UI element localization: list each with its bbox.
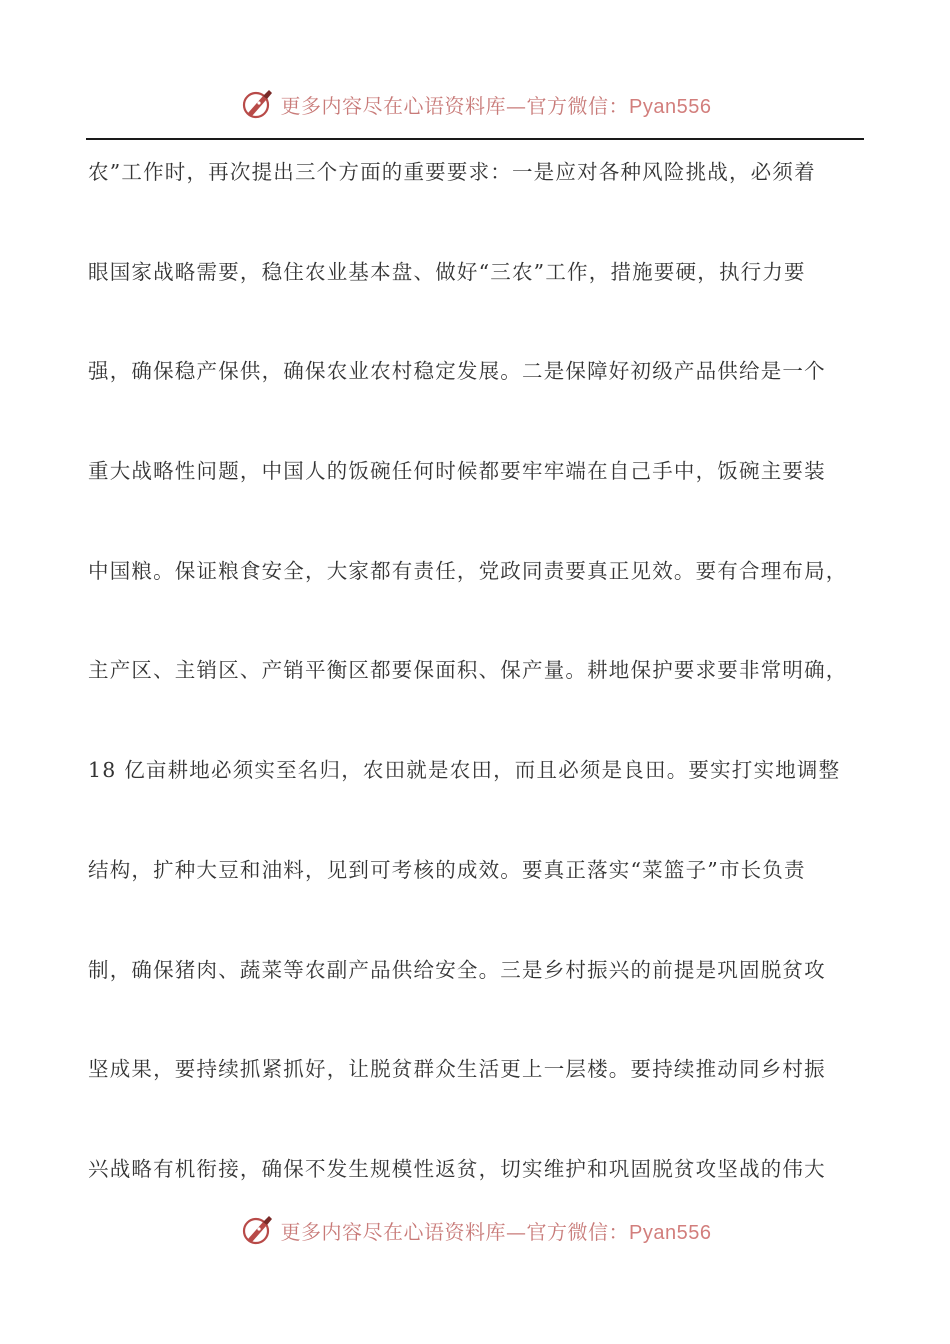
document-body	[88, 150, 863, 1247]
header-banner	[0, 84, 950, 124]
header-banner-dash: —	[506, 93, 527, 118]
header-divider	[86, 138, 864, 140]
footer-banner-wechat: Pyan556	[629, 1221, 712, 1244]
header-banner-wechat: Pyan556	[629, 95, 712, 118]
header-banner-main: 更多内容尽在心语资料库	[280, 93, 507, 118]
footer-banner-label: 官方微信：	[526, 1219, 630, 1244]
body-line: 坚成果，要持续抓紧抓好，让脱贫群众生活更上一层楼。要持续推动同乡村振	[88, 1057, 826, 1082]
footer-banner-main: 更多内容尽在心语资料库	[280, 1219, 507, 1244]
body-line: 农”工作时，再次提出三个方面的重要要求：一是应对各种风险挑战，必须着	[88, 160, 816, 184]
body-line: 主产区、主销区、产销平衡区都要保面积、保产量。耕地保护要求要非常明确，	[88, 658, 848, 683]
footer-banner-text	[281, 1216, 712, 1245]
pen-nib-logo-icon	[239, 1212, 275, 1248]
body-line: 结构，扩种大豆和油料，见到可考核的成效。要真正落实“菜篮子”市长负责	[88, 857, 806, 882]
body-line: 中国粮。保证粮食安全，大家都有责任，党政同责要真正见效。要有合理布局，	[88, 558, 848, 583]
header-banner-label: 官方微信：	[526, 93, 630, 118]
footer-banner-dash: —	[506, 1219, 527, 1244]
body-line: 重大战略性问题，中国人的饭碗任何时候都要牢牢端在自己手中，饭碗主要装	[88, 459, 826, 484]
header-banner-text	[281, 90, 712, 119]
body-line: 制，确保猪肉、蔬菜等农副产品供给安全。三是乡村振兴的前提是巩固脱贫攻	[88, 957, 826, 982]
footer-banner	[0, 1210, 950, 1250]
pen-nib-logo-icon	[239, 86, 275, 122]
body-line: 眼国家战略需要，稳住农业基本盘、做好“三农”工作，措施要硬，执行力要	[88, 259, 806, 284]
body-line: 18 亿亩耕地必须实至名归，农田就是农田，而且必须是良田。要实打实地调整	[88, 758, 841, 783]
body-line: 强，确保稳产保供，确保农业农村稳定发展。二是保障好初级产品供给是一个	[88, 359, 826, 384]
body-line: 兴战略有机衔接，确保不发生规模性返贫，切实维护和巩固脱贫攻坚战的伟大	[88, 1156, 826, 1181]
